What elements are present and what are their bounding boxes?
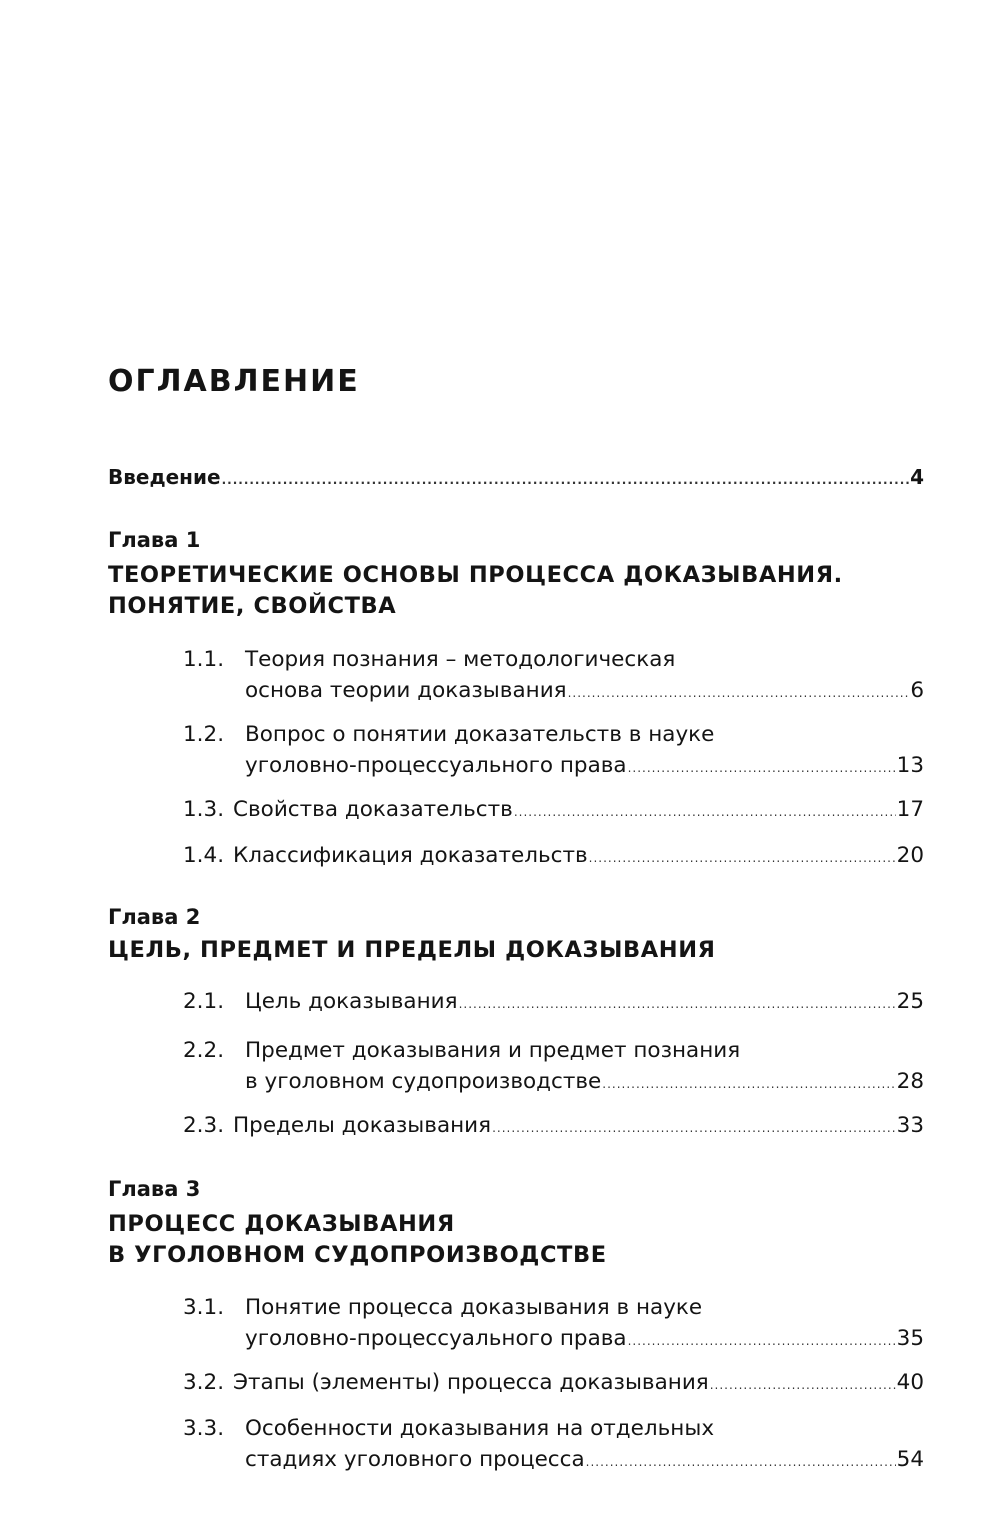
section-title-line: стадиях уголовного процесса — [245, 1447, 585, 1472]
dot-leader — [492, 1113, 896, 1144]
section-number: 3.2. — [183, 1370, 225, 1395]
section-title-line: в уголовном судопроизводстве — [245, 1069, 602, 1094]
chapter-2-label: Глава 2 — [108, 905, 201, 929]
page-number: 17 — [896, 797, 924, 822]
section-title-line: Свойства доказательств — [233, 797, 513, 822]
section-number: 2.3. — [183, 1113, 225, 1138]
chapter-1-label: Глава 1 — [108, 528, 201, 552]
section-number: 2.1. — [183, 989, 225, 1014]
section-title-line: уголовно-процессуального права — [245, 753, 627, 778]
chapter-title-line: ПОНЯТИЕ, СВОЙСТВА — [108, 593, 397, 619]
page-title: ОГЛАВЛЕНИЕ — [108, 364, 360, 399]
section-number: 1.1. — [183, 647, 225, 672]
toc-entry-1-1[interactable] — [183, 644, 924, 709]
section-number: 1.4. — [183, 843, 225, 868]
page-number: 13 — [896, 753, 924, 778]
dot-leader — [459, 989, 896, 1020]
dot-leader — [586, 1447, 896, 1478]
section-title-line: Теория познания – методологическая — [245, 647, 676, 672]
section-number: 2.2. — [183, 1038, 225, 1063]
page-number: 20 — [896, 843, 924, 868]
page-number: 4 — [910, 465, 924, 489]
section-title-line: Пределы доказывания — [233, 1113, 492, 1138]
toc-entry-1-4[interactable] — [183, 840, 924, 874]
chapter-title-line: ЦЕЛЬ, ПРЕДМЕТ И ПРЕДЕЛЫ ДОКАЗЫВАНИЯ — [108, 937, 716, 963]
section-title-line: Особенности доказывания на отдельных — [245, 1416, 715, 1441]
section-title-line: Классификация доказательств — [233, 843, 588, 868]
chapter-1-title — [108, 560, 928, 622]
section-number: 1.3. — [183, 797, 225, 822]
dot-leader — [568, 678, 910, 709]
dot-leader — [628, 753, 896, 784]
section-number: 3.1. — [183, 1295, 225, 1320]
toc-entry-2-1[interactable] — [183, 986, 924, 1020]
toc-entry-3-1[interactable] — [183, 1292, 924, 1357]
page-number: 28 — [896, 1069, 924, 1094]
dot-leader — [222, 473, 910, 487]
chapter-2-title — [108, 935, 928, 966]
page-number: 33 — [896, 1113, 924, 1138]
dot-leader — [514, 797, 896, 828]
page-number: 25 — [896, 989, 924, 1014]
section-title-line: Вопрос о понятии доказательств в науке — [245, 722, 715, 747]
section-title-line: уголовно-процессуального права — [245, 1326, 627, 1351]
section-title-line: Понятие процесса доказывания в науке — [245, 1295, 703, 1320]
dot-leader — [589, 843, 896, 874]
page-number: 40 — [896, 1370, 924, 1395]
toc-entry-2-2[interactable] — [183, 1035, 924, 1100]
section-title-line: Этапы (элементы) процесса доказывания — [233, 1370, 709, 1395]
page-number: 6 — [910, 678, 924, 703]
page-number: 54 — [896, 1447, 924, 1472]
dot-leader — [710, 1370, 896, 1401]
toc-entry-1-3[interactable] — [183, 794, 924, 828]
chapter-title-line: ПРОЦЕСС ДОКАЗЫВАНИЯ — [108, 1211, 455, 1237]
chapter-3-title — [108, 1209, 928, 1271]
chapter-title-line: В УГОЛОВНОМ СУДОПРОИЗВОДСТВЕ — [108, 1242, 607, 1268]
section-title-line: Предмет доказывания и предмет познания — [245, 1038, 741, 1063]
chapter-3-label: Глава 3 — [108, 1177, 201, 1201]
dot-leader — [628, 1326, 896, 1357]
toc-entry-1-2[interactable] — [183, 719, 924, 784]
dot-leader — [602, 1069, 895, 1100]
section-number: 3.3. — [183, 1416, 225, 1441]
chapter-title-line: ТЕОРЕТИЧЕСКИЕ ОСНОВЫ ПРОЦЕССА ДОКАЗЫВАНИЯ. — [108, 562, 843, 588]
entry-label: Введение — [108, 465, 221, 489]
toc-entry-2-3[interactable] — [183, 1110, 924, 1144]
toc-entry-3-2[interactable] — [183, 1367, 924, 1401]
section-title-line: Цель доказывания — [245, 989, 458, 1014]
section-title-line: основа теории доказывания — [245, 678, 567, 703]
page-number: 35 — [896, 1326, 924, 1351]
toc-entry-introduction[interactable] — [108, 465, 924, 489]
section-number: 1.2. — [183, 722, 225, 747]
toc-entry-3-3[interactable] — [183, 1413, 924, 1478]
